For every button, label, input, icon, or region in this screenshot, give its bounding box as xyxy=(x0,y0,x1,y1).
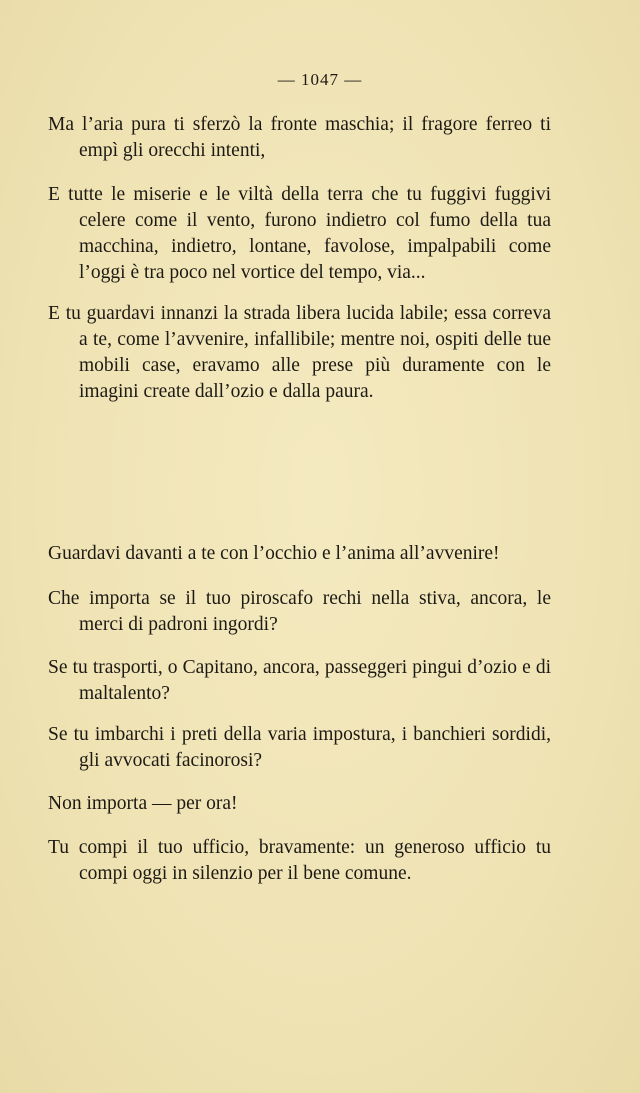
page-number: — 1047 — xyxy=(277,70,363,89)
paragraph-3: E tu guardavi innanzi la strada libera lucida labile; essa correva a te, come l’avvenire, infallibile; mentre noi, ospiti delle tue mobili case, eravamo alle prese più duramente con le imagini create dall’ozio e dalla paura. xyxy=(48,303,551,402)
paragraph-5: Che importa se il tuo piroscafo rechi nella stiva, ancora, le merci di padroni ingordi? xyxy=(48,588,551,635)
paragraph-4: Guardavi davanti a te con l’occhio e l’anima all’avvenire! xyxy=(48,543,500,564)
paragraph-8: Non importa — per ora! xyxy=(48,793,238,814)
paragraph-9: Tu compi il tuo ufficio, bravamente: un generoso ufficio tu compi oggi in silenzio per il bene comune. xyxy=(48,837,551,884)
paragraph-2: E tutte le miserie e le viltà della terra che tu fuggivi fuggivi celere come il vento, furono indietro col fumo della tua macchina, indietro, lontane, favolose, impalpabili come l’oggi è tra poco nel vortice del tempo, via... xyxy=(48,184,551,283)
paragraph-7: Se tu imbarchi i preti della varia impostura, i banchieri sordidi, gli avvocati facinorosi? xyxy=(48,724,551,771)
paragraph-6: Se tu trasporti, o Capitano, ancora, passeggeri pingui d’ozio e di maltalento? xyxy=(48,657,551,704)
paragraph-1: Ma l’aria pura ti sferzò la fronte maschia; il fragore ferreo ti empì gli orecchi intenti, xyxy=(48,114,551,161)
